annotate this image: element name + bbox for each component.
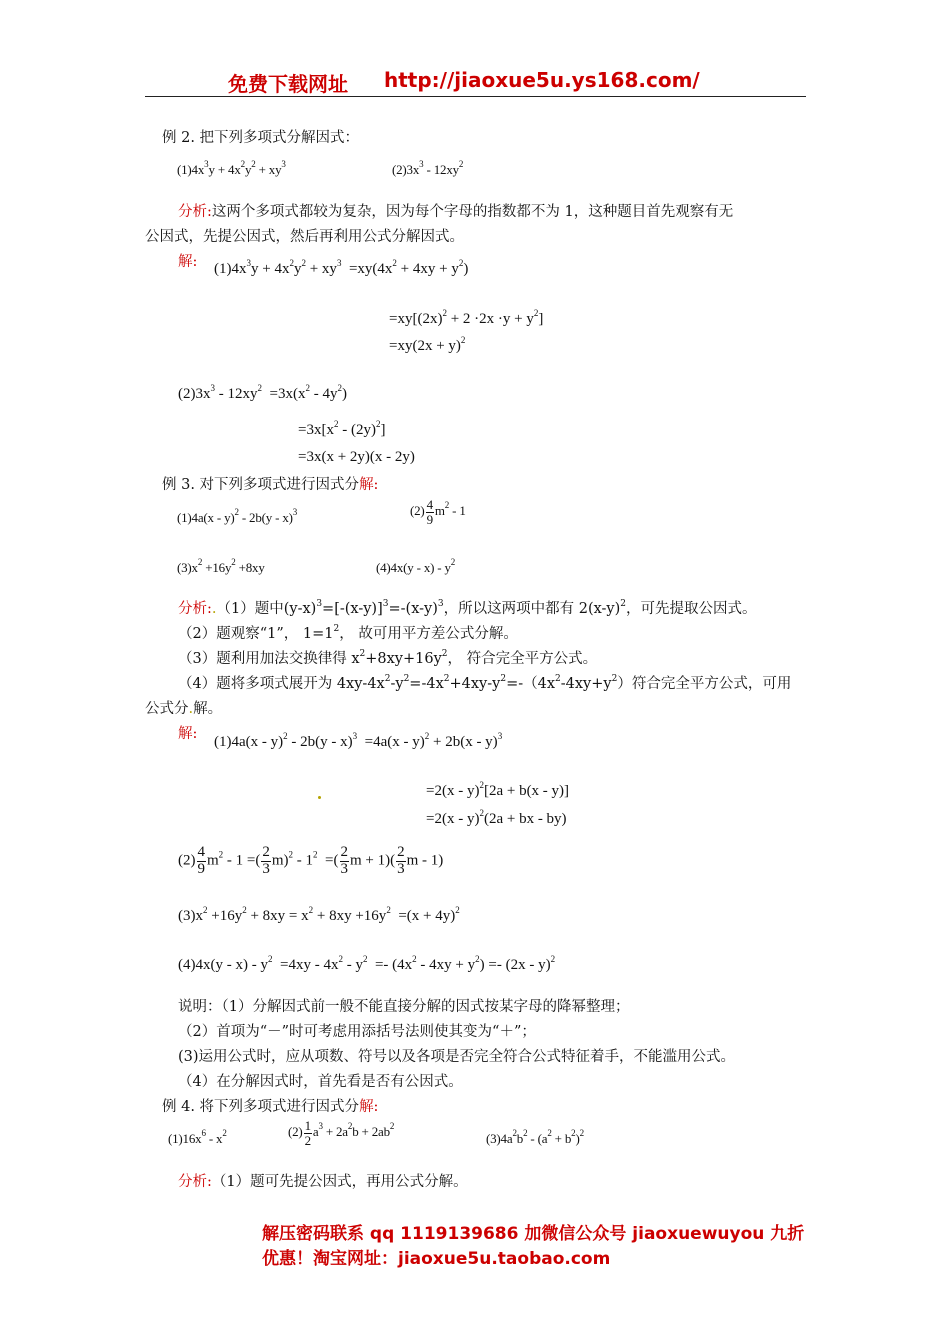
ex3-solution-label: 解: (178, 726, 198, 742)
ex4-analysis-label: 分析: (178, 1174, 212, 1190)
ex3-analysis-line-5 (145, 697, 222, 718)
ex2-s1-line-2: $=xy[(2x)^2 + 2 \cdot 2x \cdot y + y^2]$ (389, 308, 544, 327)
ex2-problem-1: $(1)4x^3y + 4x^2y^2 + xy^3$ (177, 159, 286, 177)
ex2-analysis-text-1: 这两个多项式都较为复杂，因为每个字母的指数都不为 1，这种题目首先观察有无 (211, 204, 734, 220)
ex4-problem-2: (2) $\frac{1}{2}$ $a^3 + 2a^2b + 2ab^2$ (288, 1118, 395, 1148)
note-1: 说明：（1）分解因式前一般不能直接分解的因式按某字母的降幂整理； (178, 999, 630, 1015)
ex4-problem-1: $(1)16x^6 - x^2$ (168, 1128, 227, 1146)
ex2-s1-line-1: $(1)4x^3y + 4x^2y^2 + xy^3 =xy(4x^2 + 4xy + y^2)$ (214, 258, 469, 277)
ex3-s2-frac-1-den: 9 (197, 860, 205, 877)
ex3-analysis-line-3: （3）题利用加法交换律得 $x^2+8xy+16y^2$， 符合完全平方公式。 (178, 649, 598, 667)
header-divider (145, 96, 806, 97)
ex3-problem-2: (2) $\frac{4}{9}$ $m^2 - 1$ (410, 497, 466, 527)
ex4-analysis-line-1 (178, 1170, 468, 1191)
ex2-problem-2: $(2)3x^3 - 12xy^2$ (392, 159, 464, 177)
ex3-title-red: 解: (359, 477, 379, 493)
ex3-p2-prefix: (2) (410, 503, 425, 519)
ex2-solution-label: 解: (178, 254, 198, 270)
ex3-s2-frac-3-den: 3 (340, 860, 349, 877)
ex3-s2-frac-2-den: 3 (262, 860, 270, 877)
ex4-p2-num: 1 (304, 1118, 311, 1133)
ex3-title (162, 473, 378, 494)
ex3-s2-frac-2 (261, 845, 271, 878)
ex2-title: 例 2. 把下列多项式分解因式： (162, 130, 360, 146)
ex4-analysis-text-1: （1）题可先提公因式，再用公式分解。 (211, 1174, 468, 1190)
ex3-s2-frac-1 (197, 845, 207, 878)
note-4: （4）在分解因式时，首先看是否有公因式。 (178, 1074, 463, 1090)
ex4-p2-fraction (304, 1119, 312, 1147)
ex3-s2-prefix: (2) (178, 852, 196, 869)
ex3-s2-frac-1-num: 4 (197, 844, 205, 860)
ex3-p2-fraction (426, 498, 434, 526)
ex3-s2-frac-3-num: 2 (340, 844, 349, 860)
ex2-s2-line-1: $(2)3x^3 - 12xy^2 =3x(x^2 - 4y^2)$ (178, 383, 347, 402)
ex3-s2-frac-3 (340, 845, 350, 878)
ex3-analysis-line-2: （2）题观察“1”， $1=1^2$， 故可用平方差公式分解。 (178, 624, 518, 642)
ex3-p2-num: 4 (426, 497, 433, 512)
ex2-s2-line-2: $=3x[x^2 - (2y)^2]$ (298, 419, 386, 438)
ex4-p2-den: 2 (304, 1132, 311, 1148)
ex3-s2-frac-4-den: 3 (397, 860, 405, 877)
header-url[interactable]: http://jiaoxue5u.ys168.com/ (384, 68, 700, 92)
ex4-title-red: 解: (359, 1099, 379, 1115)
ex3-analysis-dot: . (211, 601, 217, 617)
ex3-s1-line-3: =2(x - y)$^2$(2a + bx - by) (426, 808, 567, 827)
ex3-analysis-label: 分析: (178, 601, 212, 617)
ex2-analysis-line-1 (178, 200, 733, 221)
ex3-problem-3: $(3)x^2 +16y^2 +8xy$ (177, 557, 265, 575)
note-2: （2）首项为“－”时可考虑用添括号法则使其变为“＋”； (178, 1024, 536, 1040)
ex2-s1-line-3: $=xy(2x + y)^2$ (389, 335, 466, 354)
ex4-problem-3: $(3)4a^2b^2 - (a^2 + b^2)^2$ (486, 1128, 584, 1146)
footer-line-2: 优惠！淘宝网址：jiaoxue5u.taobao.com (262, 1249, 611, 1269)
header-brand: 免费下载网址 (228, 72, 348, 96)
ex4-title-text: 例 4. 将下列多项式进行因式分 (162, 1099, 360, 1115)
ex3-s4: $(4)4x(y - x) - y^2 =4xy - 4x^2 - y^2 =- (4x^2 - 4xy + y^2) =- (2x - y)^2$ (178, 954, 556, 973)
ex3-s2-frac-2-num: 2 (262, 844, 270, 860)
ex3-s2-frac-4-num: 2 (397, 844, 405, 860)
ex3-s2-frac-4 (396, 845, 406, 878)
ex3-analysis-line-4: （4）题将多项式展开为 $4xy-4x^2-y^2=-4x^2+4xy-y^2=-(4x^2-4xy+y^2)$符合完全平方公式，可用 (178, 674, 792, 692)
ex4-p2-prefix: (2) (288, 1124, 303, 1140)
ex3-s1-line-2: =2(x - y)$^2$[2a + b(x - y)] (426, 780, 570, 799)
ex2-analysis-line-2: 公因式，先提公因式，然后再利用公式分解因式。 (145, 229, 464, 245)
ex3-p2-den: 9 (426, 511, 433, 527)
stray-dot (318, 796, 321, 799)
note-3: (3)运用公式时，应从项数、符号以及各项是否完全符合公式特征着手，不能滥用公式。 (178, 1049, 736, 1065)
ex3-problem-1: (1)4a(x - y)$^2$ - 2b(y - x)$^3$ (177, 507, 298, 525)
footer-line-1: 解压密码联系 qq 1119139686 加微信公众号 jiaoxuewuyou 九折 (262, 1224, 805, 1244)
ex3-analysis-5-pre: 公式分 (145, 701, 189, 717)
ex3-analysis-5-post: 解。 (193, 701, 223, 717)
ex3-title-text: 例 3. 对下列多项式进行因式分 (162, 477, 360, 493)
ex3-analysis-line-1: 分析:.（1）题中$(y-x)^3=[-(x-y)]^3=-(x-y)^3$，所以这两项中都有 $2(x-y)^2$，可先提取公因式。 (178, 599, 757, 617)
ex3-problem-4: $(4)4x(y - x) - y^2$ (376, 557, 456, 575)
ex3-s2: (2) $\frac{4}{9}$ $m^2 - 1$ =( $\frac{2}{3}$ $m)^2 - 1^2$ =( $\frac{2}{3}$ m + 1)( $\frac{2}{3}$ m - 1) (178, 844, 444, 877)
ex3-analysis-5-dot: . (188, 701, 194, 717)
ex2-analysis-label: 分析: (178, 204, 212, 220)
ex2-s2-line-3: =3x(x + 2y)(x - 2y) (298, 449, 415, 465)
ex3-s3: $(3)x^2 +16y^2 + 8xy = x^2 + 8xy +16y^2 =(x + 4y)^2$ (178, 905, 460, 924)
ex3-s1-line-1: (1)4a(x - y)$^2$ - 2b(y - x)$^3$ =4a(x - y)$^2$ + 2b(x - y)$^3$ (214, 731, 503, 750)
ex4-title (162, 1095, 378, 1116)
